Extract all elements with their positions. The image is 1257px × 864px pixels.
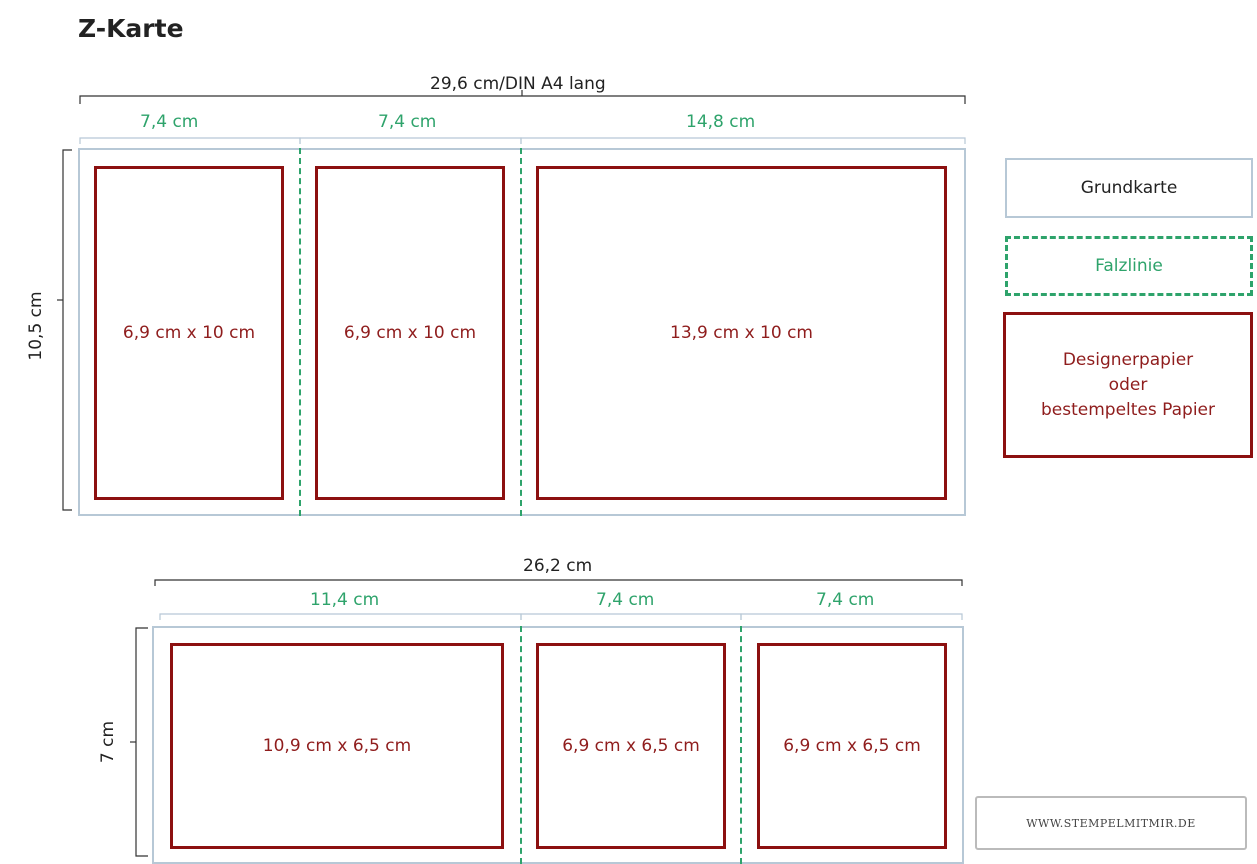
- card2-paper-panel-3: [757, 643, 947, 849]
- card2-fold-line-2: [740, 626, 742, 864]
- card2-total-width-bracket: [155, 580, 962, 586]
- card1-paper-panel-3: [536, 166, 947, 500]
- card2-seg2-bracket: [521, 614, 741, 620]
- card2-fold-line-1: [520, 626, 522, 864]
- legend-grundkarte-label: Grundkarte: [1080, 178, 1178, 198]
- card2-panel-3-size: 6,9 cm x 6,5 cm: [783, 736, 921, 756]
- card1-panel-1-size: 6,9 cm x 10 cm: [122, 323, 256, 343]
- card1-segment-label-1: 7,4 cm: [140, 112, 199, 132]
- card1-panel-3-size: 13,9 cm x 10 cm: [670, 323, 813, 343]
- watermark-stamp: [975, 796, 1247, 850]
- card2-paper-panel-2: [536, 643, 726, 849]
- card2-panel-1-size: 10,9 cm x 6,5 cm: [262, 736, 412, 756]
- legend-design-line-3: bestempeltes Papier: [1040, 399, 1216, 420]
- card2-segment-label-2: 7,4 cm: [596, 590, 655, 610]
- card1-segment-label-3: 14,8 cm: [686, 112, 756, 132]
- card1-seg2-bracket: [300, 138, 521, 144]
- card2-segment-label-3: 7,4 cm: [816, 590, 875, 610]
- card1-seg3-bracket: [521, 138, 965, 144]
- legend-design-line-1: Designerpapier: [1062, 349, 1194, 370]
- card2-height-label: 7 cm: [98, 720, 118, 764]
- card2-total-width-label: 26,2 cm: [523, 556, 593, 576]
- card2-panel-2-size: 6,9 cm x 6,5 cm: [562, 736, 700, 756]
- legend-design-line-2: oder: [1108, 374, 1148, 395]
- watermark-text: WWW.STEMPELMITMIR.DE: [1026, 816, 1196, 830]
- card1-fold-line-2: [520, 148, 522, 516]
- card1-paper-panel-2: [315, 166, 505, 500]
- legend-designerpapier: [1003, 312, 1253, 458]
- card1-paper-panel-1: [94, 166, 284, 500]
- legend-grundkarte: [1005, 158, 1253, 218]
- card2-seg1-bracket: [160, 614, 521, 620]
- card1-segment-label-2: 7,4 cm: [378, 112, 437, 132]
- page-title: Z-Karte: [78, 14, 184, 43]
- card1-height-label: 10,5 cm: [26, 291, 46, 361]
- card2-seg3-bracket: [741, 614, 962, 620]
- card2-paper-panel-1: [170, 643, 504, 849]
- card2-height-bracket: [136, 628, 148, 856]
- legend-falzlinie-label: Falzlinie: [1095, 256, 1163, 276]
- card1-total-width-label: 29,6 cm/DIN A4 lang: [430, 74, 606, 94]
- legend-falzlinie: [1005, 236, 1253, 296]
- card1-fold-line-1: [299, 148, 301, 516]
- card1-total-width-bracket: [80, 96, 965, 104]
- card2-segment-label-1: 11,4 cm: [310, 590, 380, 610]
- card1-height-bracket: [63, 150, 72, 510]
- card1-panel-2-size: 6,9 cm x 10 cm: [343, 323, 477, 343]
- card1-seg1-bracket: [80, 138, 300, 144]
